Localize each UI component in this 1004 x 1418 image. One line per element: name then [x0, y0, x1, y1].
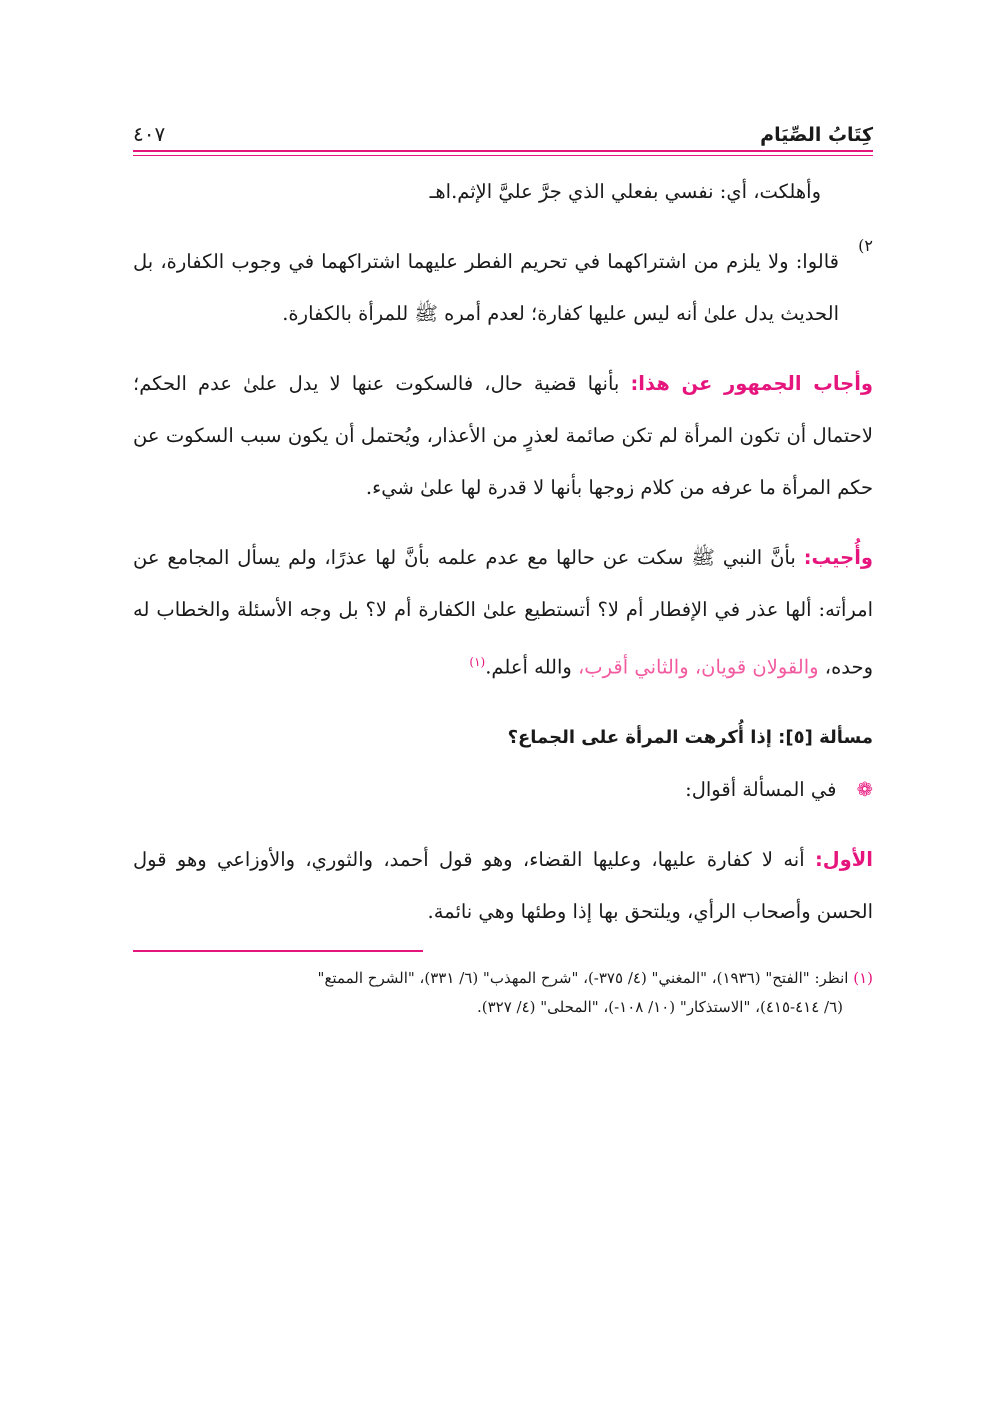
- header-rule: [133, 150, 873, 152]
- paragraph-response: [133, 358, 873, 514]
- footnote-separator: [133, 950, 423, 952]
- point-number: ٢): [858, 236, 873, 255]
- chapter-title: كِتَابُ الصِّيَام: [760, 124, 873, 146]
- first-opinion-text: أنه لا كفارة عليها، وعليها القضاء، وهو قول أحمد، والثوري، والأوزاعي وهو قول الحسن وأصحاب الرأي، ويلتحق بها إذا وطئها وهي نائمة.: [133, 847, 873, 923]
- continued-text: وأهلكت، أي: نفسي بفعلي الذي جرَّ عليَّ الإثم.اهـ: [429, 180, 821, 203]
- response-text: بأنها قضية حال، فالسكوت عنها لا يدل علىٰ عدم الحكم؛ لاحتمال أن تكون المرأة لم تكن صائمة لعذرٍ من الأعذار، ويُحتمل أن يكون سبب السكوت عن حكم المرأة ما عرفه من كلام زوجها بأنها لا قدرة لها علىٰ شيء.: [133, 372, 873, 499]
- answer-highlight: والقولان قويان، والثاني أقرب،: [578, 655, 819, 679]
- footnote-text-1: انظر: "الفتح" (١٩٣٦)، "المغني" (٤/ ٣٧٥-)، "شرح المهذب" (٦/ ٣٣١)، "الشرح الممتع": [317, 968, 849, 987]
- footnote-line-2: (٦/ ٤١٤-٤١٥)، "الاستذكار" (١٠/ ١٠٨-)، "المحلى" (٤/ ٣٢٧).: [476, 997, 843, 1016]
- answer-end: والله أعلم.: [485, 655, 572, 679]
- footnote-line-1: [133, 964, 873, 993]
- point-text: قالوا: ولا يلزم من اشتراكهما في تحريم الفطر عليهما اشتراكهما في وجوب الكفارة، بل الحديث يدل علىٰ أنه ليس عليها كفارة؛ لعدم أمره ﷺ للمرأة بالكفارة.: [133, 250, 839, 325]
- masala-heading: [133, 712, 873, 764]
- response-label: وأجاب الجمهور عن هذا:: [630, 372, 874, 395]
- book-page: [133, 108, 873, 1022]
- answer-label: وأُجيب:: [803, 546, 873, 569]
- paragraph-answer: [133, 532, 873, 694]
- continued-line: [133, 166, 873, 218]
- answer-text: بأنَّ النبي ﷺ سكت عن حالها مع عدم علمه بأنَّ لها عذرًا، ولم يسأل المجامع عن امرأته: ألها عذر في الإفطار أم لا؟ أتستطيع علىٰ الكفارة أم لا؟ بل وجه الأسئلة والخطاب له وحده،: [133, 546, 873, 679]
- opinions-intro: [133, 764, 873, 816]
- flower-ornament-icon: ❁: [856, 777, 873, 801]
- masala-label: مسألة [٥]:: [778, 726, 873, 748]
- masala-title: إذا أُكرهت المرأة على الجماع؟: [507, 726, 772, 748]
- paragraph-first-opinion: [133, 834, 873, 938]
- header-rule-thin: [133, 155, 873, 156]
- running-header: [133, 108, 873, 146]
- opinions-intro-text: في المسألة أقوال:: [685, 777, 837, 801]
- page-number: ٤٠٧: [133, 122, 166, 146]
- footnote-number: (١): [853, 968, 873, 987]
- footnote-ref[interactable]: (١): [469, 655, 486, 669]
- first-opinion-label: الأول:: [814, 847, 873, 871]
- numbered-point: [133, 236, 873, 340]
- footnote: [133, 964, 873, 1022]
